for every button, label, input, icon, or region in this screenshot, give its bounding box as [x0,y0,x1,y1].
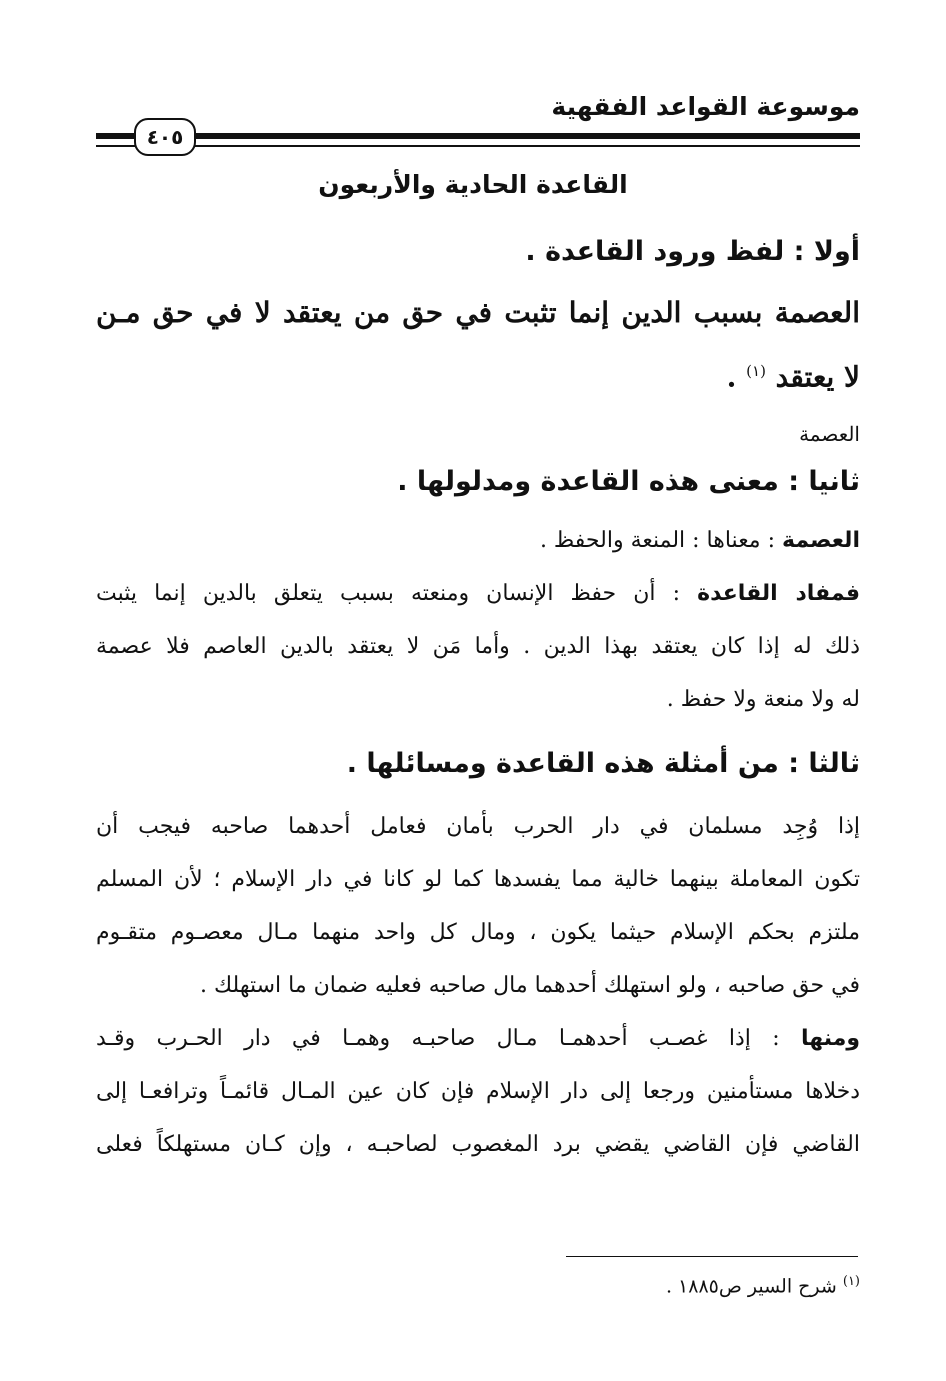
meaning-paragraph [96,514,860,726]
examples-paragraph [96,800,860,1171]
definition-line [96,514,860,567]
example-line: في حق صاحبه ، ولو استهلك أحدهما مال صاحبه فعليه ضمان ما استهلك . [200,973,860,998]
footnote-mark: (١) [842,1274,860,1289]
example-line: إذا وُجِد مسلمان في دار الحرب بأمان فعامل أحدهما صاحبه فيجب أن [96,814,860,839]
meaning-line [96,567,860,620]
example-line [96,1012,860,1065]
running-title: موسوعة القواعد الفقهية [551,92,860,121]
example-term: ومنها [800,1026,860,1051]
footnote-text: شرح السير ص١٨٨٥ . [665,1275,837,1298]
definition-text: : معناها : المنعة والحفظ . [539,528,782,553]
rule-statement-text: لا يعتقد [775,360,860,394]
example-line: تكون المعاملة بينهما خالية مما يفسدها كما لو كانا في دار الإسلام ؛ لأن المسلم [96,867,860,892]
header-rule-thick [96,133,860,139]
example-line: دخلاها مستأمنين ورجعا إلى دار الإسلام فإن كان عين المـال قائمـاً وترافعـا إلى [96,1079,860,1104]
rule-statement-line: العصمة بسبب الدين إنما تثبت في حق من يعتقد لا في حق مـن [96,296,860,329]
example-line: ملتزم بحكم الإسلام حيثما يكون ، ومال كل واحد منهما مـال معصـوم متقـوم [96,920,860,945]
footnote-divider [566,1256,858,1257]
meaning-term: فمفاد القاعدة [697,581,860,606]
rule-statement [96,284,860,406]
section-heading-wording: أولا : لفظ ورود القاعدة . [525,236,860,267]
meaning-text: : أن حفظ الإنسان ومنعته بسبب يتعلق بالدين إنما يثبت [96,581,698,606]
keyword-label: العصمة [799,422,860,446]
chapter-title: القاعدة الحادية والأربعون [318,170,628,199]
example-line: القاضي فإن القاضي يقضي برد المغصوب لصاحبـه ، وإن كـان مستهلكاً فعلى [96,1132,860,1157]
rule-statement-end: . [726,360,747,394]
meaning-line: ذلك له إذا كان يعتقد بهذا الدين . وأما مَن لا يعتقد بالدين العاصم فلا عصمة [96,634,860,659]
footnote-reference[interactable]: (١) [746,362,766,380]
meaning-line: له ولا منعة ولا حفظ . [666,687,860,712]
rule-statement-line [96,342,860,406]
definition-term: العصمة [782,528,860,553]
header-rule-thin [96,145,860,147]
section-heading-examples: ثالثا : من أمثلة هذه القاعدة ومسائلها . [346,748,860,779]
page-number: ٤٠٥ [134,118,196,156]
footnote [666,1274,860,1297]
section-heading-meaning: ثانيا : معنى هذه القاعدة ومدلولها . [397,466,860,497]
example-text: : إذا غصـب أحدهمـا مـال صاحبـه وهمـا في دار الحـرب وقـد [96,1026,801,1051]
